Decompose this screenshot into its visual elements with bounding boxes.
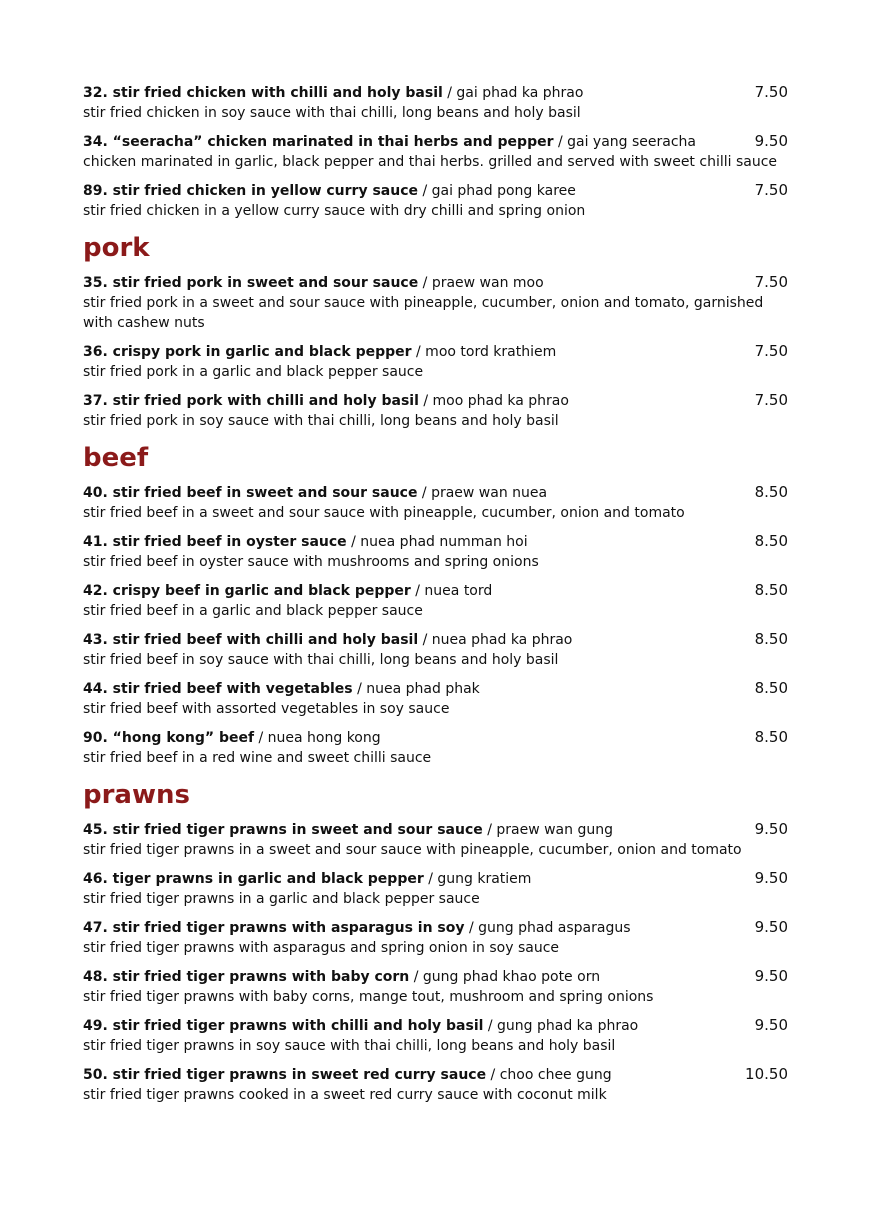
menu-item-header (83, 630, 788, 650)
dish-price: 8.50 (754, 581, 788, 599)
dish-price: 8.50 (754, 483, 788, 501)
dish-price: 9.50 (754, 132, 788, 150)
menu-item-title (83, 484, 547, 503)
dish-description: stir fried tiger prawns in soy sauce with thai chilli, long beans and holy basil (83, 1038, 616, 1054)
menu-item-header (83, 273, 788, 293)
dish-description: stir fried tiger prawns cooked in a sweet red curry sauce with coconut milk (83, 1087, 607, 1103)
dish-description: stir fried pork in soy sauce with thai chilli, long beans and holy basil (83, 413, 559, 429)
menu-item-title (83, 84, 583, 103)
menu-item (83, 1016, 788, 1056)
dish-thai-name: / gung phad asparagus (464, 920, 631, 936)
dish-price: 9.50 (754, 1016, 788, 1034)
menu-section (83, 443, 788, 768)
dish-name: 45. stir fried tiger prawns in sweet and sour sauce (83, 822, 483, 838)
menu-item-header (83, 918, 788, 938)
menu-item-title (83, 582, 492, 601)
dish-description: stir fried chicken in a yellow curry sauce with dry chilli and spring onion (83, 203, 586, 219)
dish-name: 42. crispy beef in garlic and black pepper (83, 583, 411, 599)
dish-thai-name: / praew wan gung (482, 822, 613, 838)
menu-item-title (83, 133, 696, 152)
dish-description: chicken marinated in garlic, black pepper and thai herbs. grilled and served with sweet chilli sauce (83, 154, 778, 170)
menu-item-header (83, 581, 788, 601)
dish-thai-name: / praew wan nuea (417, 485, 548, 501)
dish-description: stir fried beef in soy sauce with thai chilli, long beans and holy basil (83, 652, 559, 668)
menu-item-title (83, 533, 528, 552)
menu-item (83, 532, 788, 572)
dish-thai-name: / gung phad ka phrao (483, 1018, 639, 1034)
dish-thai-name: / gai phad pong karee (418, 183, 576, 199)
menu-item (83, 728, 788, 768)
dish-name: 34. “seeracha” chicken marinated in thai herbs and pepper (83, 134, 554, 150)
dish-price: 8.50 (754, 728, 788, 746)
dish-thai-name: / nuea hong kong (254, 730, 381, 746)
menu-item (83, 918, 788, 958)
menu-item-title (83, 821, 613, 840)
section-title: prawns (83, 780, 190, 810)
menu-item-header (83, 342, 788, 362)
menu-page (83, 83, 788, 1114)
dish-thai-name: / moo tord krathiem (411, 344, 557, 360)
menu-item (83, 132, 788, 172)
dish-price: 9.50 (754, 918, 788, 936)
dish-price: 8.50 (754, 630, 788, 648)
menu-item-title (83, 631, 572, 650)
dish-name: 43. stir fried beef with chilli and holy basil (83, 632, 419, 648)
menu-item-header (83, 1065, 788, 1085)
menu-item-header (83, 181, 788, 201)
dish-description: stir fried tiger prawns in a sweet and sour sauce with pineapple, cucumber, onion and tomato (83, 842, 742, 858)
dish-thai-name: / gai phad ka phrao (442, 85, 584, 101)
menu-section (83, 83, 788, 221)
dish-description: stir fried tiger prawns with asparagus and spring onion in soy sauce (83, 940, 560, 956)
dish-description: stir fried beef with assorted vegetables in soy sauce (83, 701, 450, 717)
menu-item (83, 869, 788, 909)
dish-thai-name: / choo chee gung (486, 1067, 612, 1083)
dish-price: 8.50 (754, 532, 788, 550)
menu-item (83, 630, 788, 670)
menu-section (83, 233, 788, 431)
dish-name: 46. tiger prawns in garlic and black pepper (83, 871, 424, 887)
menu-item-header (83, 728, 788, 748)
dish-price: 8.50 (754, 679, 788, 697)
menu-item-header (83, 820, 788, 840)
menu-item-header (83, 869, 788, 889)
dish-thai-name: / gung kratiem (423, 871, 532, 887)
menu-item (83, 83, 788, 123)
dish-thai-name: / gung phad khao pote orn (409, 969, 601, 985)
menu-item (83, 820, 788, 860)
dish-name: 44. stir fried beef with vegetables (83, 681, 353, 697)
section-title: pork (83, 233, 150, 263)
dish-price: 9.50 (754, 869, 788, 887)
menu-item (83, 679, 788, 719)
menu-item (83, 1065, 788, 1105)
dish-thai-name: / moo phad ka phrao (418, 393, 569, 409)
menu-item (83, 273, 788, 333)
dish-description: stir fried beef in a garlic and black pepper sauce (83, 603, 423, 619)
menu-item (83, 483, 788, 523)
dish-thai-name: / nuea phad ka phrao (418, 632, 573, 648)
dish-price: 10.50 (745, 1065, 788, 1083)
menu-item-title (83, 1066, 612, 1085)
dish-name: 36. crispy pork in garlic and black pepper (83, 344, 412, 360)
menu-item-header (83, 679, 788, 699)
menu-item (83, 581, 788, 621)
menu-item-header (83, 967, 788, 987)
dish-price: 7.50 (754, 83, 788, 101)
menu-item-header (83, 1016, 788, 1036)
menu-item-header (83, 391, 788, 411)
dish-name: 48. stir fried tiger prawns with baby corn (83, 969, 410, 985)
menu-item-title (83, 729, 381, 748)
dish-description: stir fried beef in oyster sauce with mushrooms and spring onions (83, 554, 539, 570)
dish-name: 37. stir fried pork with chilli and holy basil (83, 393, 419, 409)
menu-item-title (83, 343, 556, 362)
dish-price: 7.50 (754, 391, 788, 409)
dish-description: stir fried tiger prawns in a garlic and black pepper sauce (83, 891, 480, 907)
menu-item-title (83, 680, 480, 699)
dish-name: 47. stir fried tiger prawns with asparagus in soy (83, 920, 465, 936)
dish-description: stir fried beef in a red wine and sweet chilli sauce (83, 750, 432, 766)
dish-thai-name: / praew wan moo (418, 275, 544, 291)
menu-item-header (83, 483, 788, 503)
menu-item-title (83, 919, 631, 938)
dish-description: stir fried tiger prawns with baby corns, mange tout, mushroom and spring onions (83, 989, 654, 1005)
dish-thai-name: / nuea phad phak (352, 681, 480, 697)
dish-price: 7.50 (754, 181, 788, 199)
menu-item-header (83, 532, 788, 552)
menu-item-header (83, 83, 788, 103)
menu-item (83, 391, 788, 431)
dish-thai-name: / nuea phad numman hoi (346, 534, 528, 550)
menu-item (83, 342, 788, 382)
menu-item-title (83, 182, 576, 201)
menu-item-title (83, 392, 569, 411)
dish-price: 9.50 (754, 967, 788, 985)
menu-item-title (83, 274, 544, 293)
dish-thai-name: / nuea tord (410, 583, 493, 599)
dish-name: 41. stir fried beef in oyster sauce (83, 534, 347, 550)
dish-description: stir fried pork in a garlic and black pepper sauce (83, 364, 424, 380)
dish-name: 40. stir fried beef in sweet and sour sauce (83, 485, 418, 501)
menu-item-title (83, 1017, 638, 1036)
dish-name: 35. stir fried pork in sweet and sour sauce (83, 275, 419, 291)
dish-price: 9.50 (754, 820, 788, 838)
dish-price: 7.50 (754, 273, 788, 291)
menu-item-title (83, 968, 600, 987)
dish-name: 32. stir fried chicken with chilli and holy basil (83, 85, 443, 101)
menu-item-header (83, 132, 788, 152)
menu-section (83, 780, 788, 1105)
dish-price: 7.50 (754, 342, 788, 360)
dish-thai-name: / gai yang seeracha (553, 134, 697, 150)
dish-description: stir fried chicken in soy sauce with thai chilli, long beans and holy basil (83, 105, 581, 121)
dish-name: 49. stir fried tiger prawns with chilli and holy basil (83, 1018, 484, 1034)
dish-description: stir fried pork in a sweet and sour sauce with pineapple, cucumber, onion and tomato, garnished with cashew nuts (83, 295, 764, 331)
dish-name: 89. stir fried chicken in yellow curry sauce (83, 183, 418, 199)
dish-description: stir fried beef in a sweet and sour sauce with pineapple, cucumber, onion and tomato (83, 505, 685, 521)
menu-item-title (83, 870, 531, 889)
menu-item (83, 967, 788, 1007)
section-title: beef (83, 443, 149, 473)
dish-name: 50. stir fried tiger prawns in sweet red curry sauce (83, 1067, 487, 1083)
menu-item (83, 181, 788, 221)
dish-name: 90. “hong kong” beef (83, 730, 255, 746)
